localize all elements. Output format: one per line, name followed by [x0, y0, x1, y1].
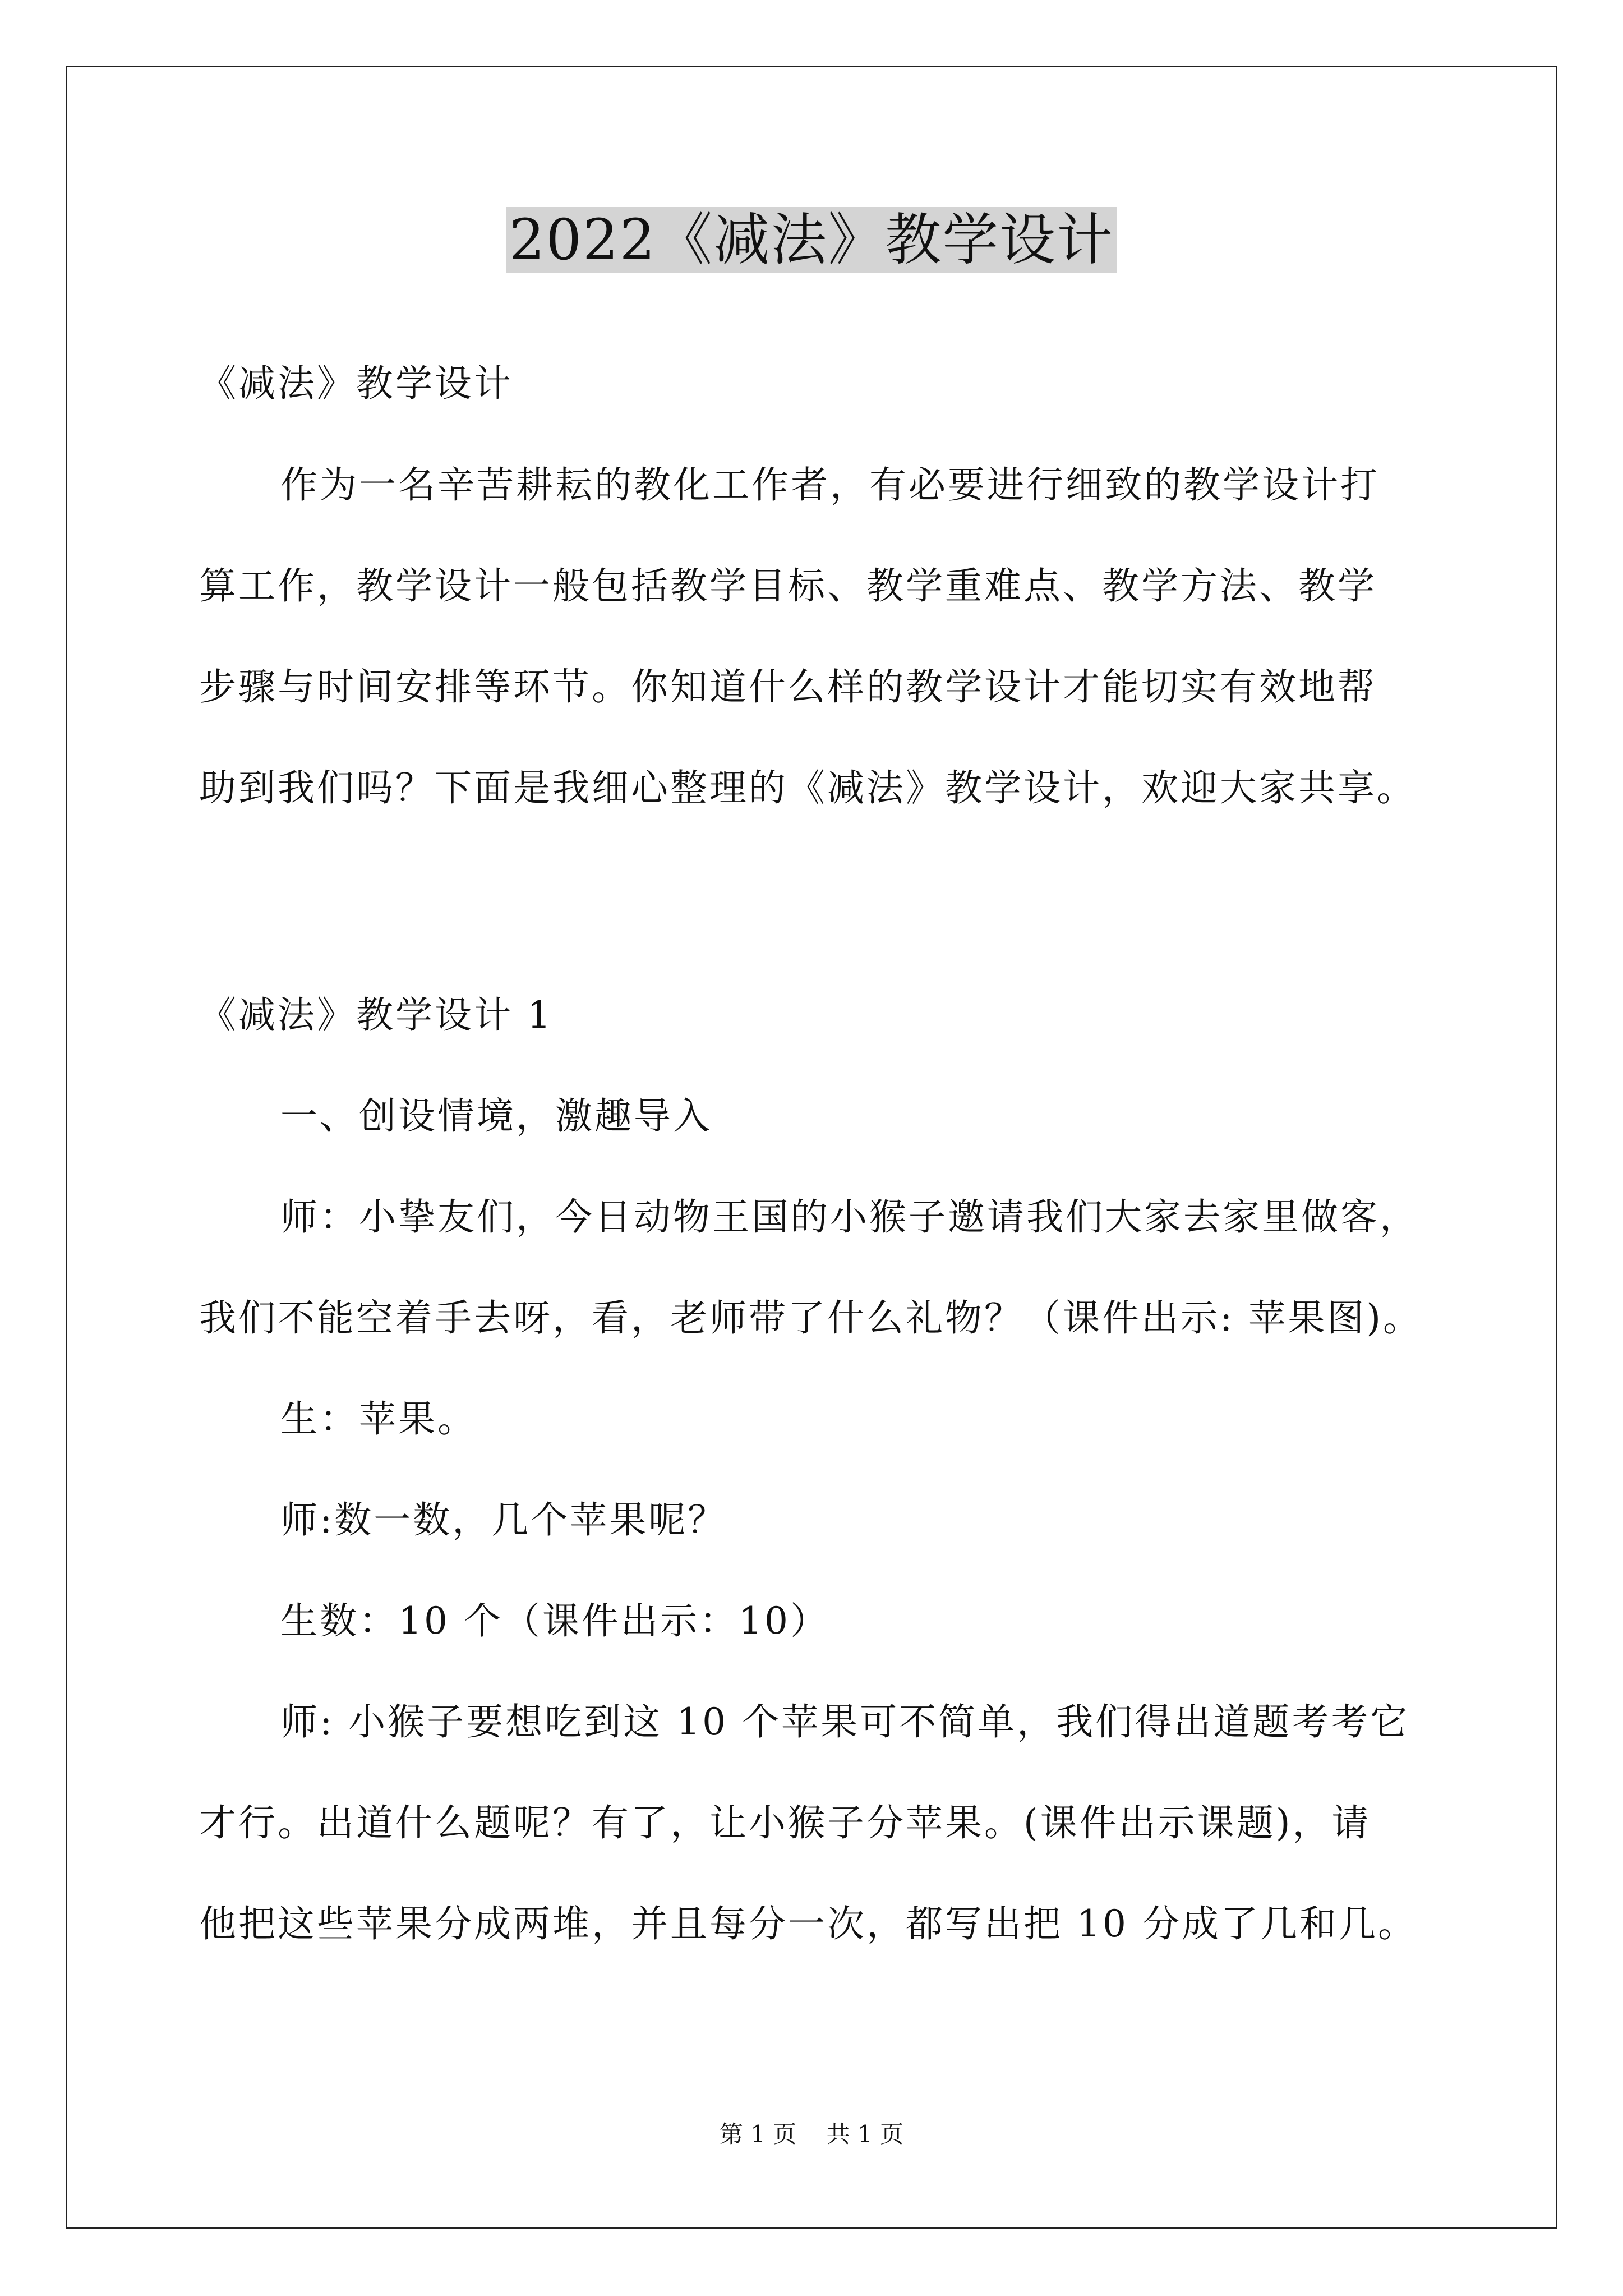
page-footer: 第 1 页 共 1 页: [719, 2120, 904, 2148]
subtitle-line: 《减法》教学设计: [199, 362, 513, 405]
paragraph-line: 生：苹果。: [280, 1397, 477, 1441]
section-heading: 《减法》教学设计 1: [199, 993, 553, 1037]
paragraph-line: 作为一名辛苦耕耘的教化工作者，有必要进行细致的教学设计打: [280, 463, 1380, 507]
paragraph-line: 我们不能空着手去呀，看，老师带了什么礼物？（课件出示: 苹果图)。: [199, 1296, 1422, 1340]
document-title: 2022《减法》教学设计: [0, 201, 1623, 279]
paragraph-line: 师: 小猴子要想吃到这 10 个苹果可不简单，我们得出道题考考它: [280, 1700, 1410, 1743]
paragraph-line: 步骤与时间安排等环节。你知道什么样的教学设计才能切实有效地帮: [199, 665, 1377, 708]
paragraph-line: 他把这些苹果分成两堆，并且每分一次，都写出把 10 分成了几和几。: [199, 1902, 1417, 1945]
paragraph-line: 算工作，教学设计一般包括教学目标、教学重难点、教学方法、教学: [199, 564, 1377, 608]
paragraph-line: 师:数一数，几个苹果呢？: [280, 1498, 727, 1542]
paragraph-line: 师：小挚友们，今日动物王国的小猴子邀请我们大家去家里做客，: [280, 1195, 1419, 1239]
paragraph-line: 才行。出道什么题呢？有了，让小猴子分苹果。(课件出示课题)，请: [199, 1801, 1371, 1844]
paragraph-line: 生数：10 个（课件出示：10）: [280, 1599, 829, 1642]
paragraph-line: 助到我们吗？下面是我细心整理的《减法》教学设计，欢迎大家共享。: [199, 766, 1416, 809]
section-subheading: 一、创设情境，激趣导入: [280, 1094, 712, 1138]
